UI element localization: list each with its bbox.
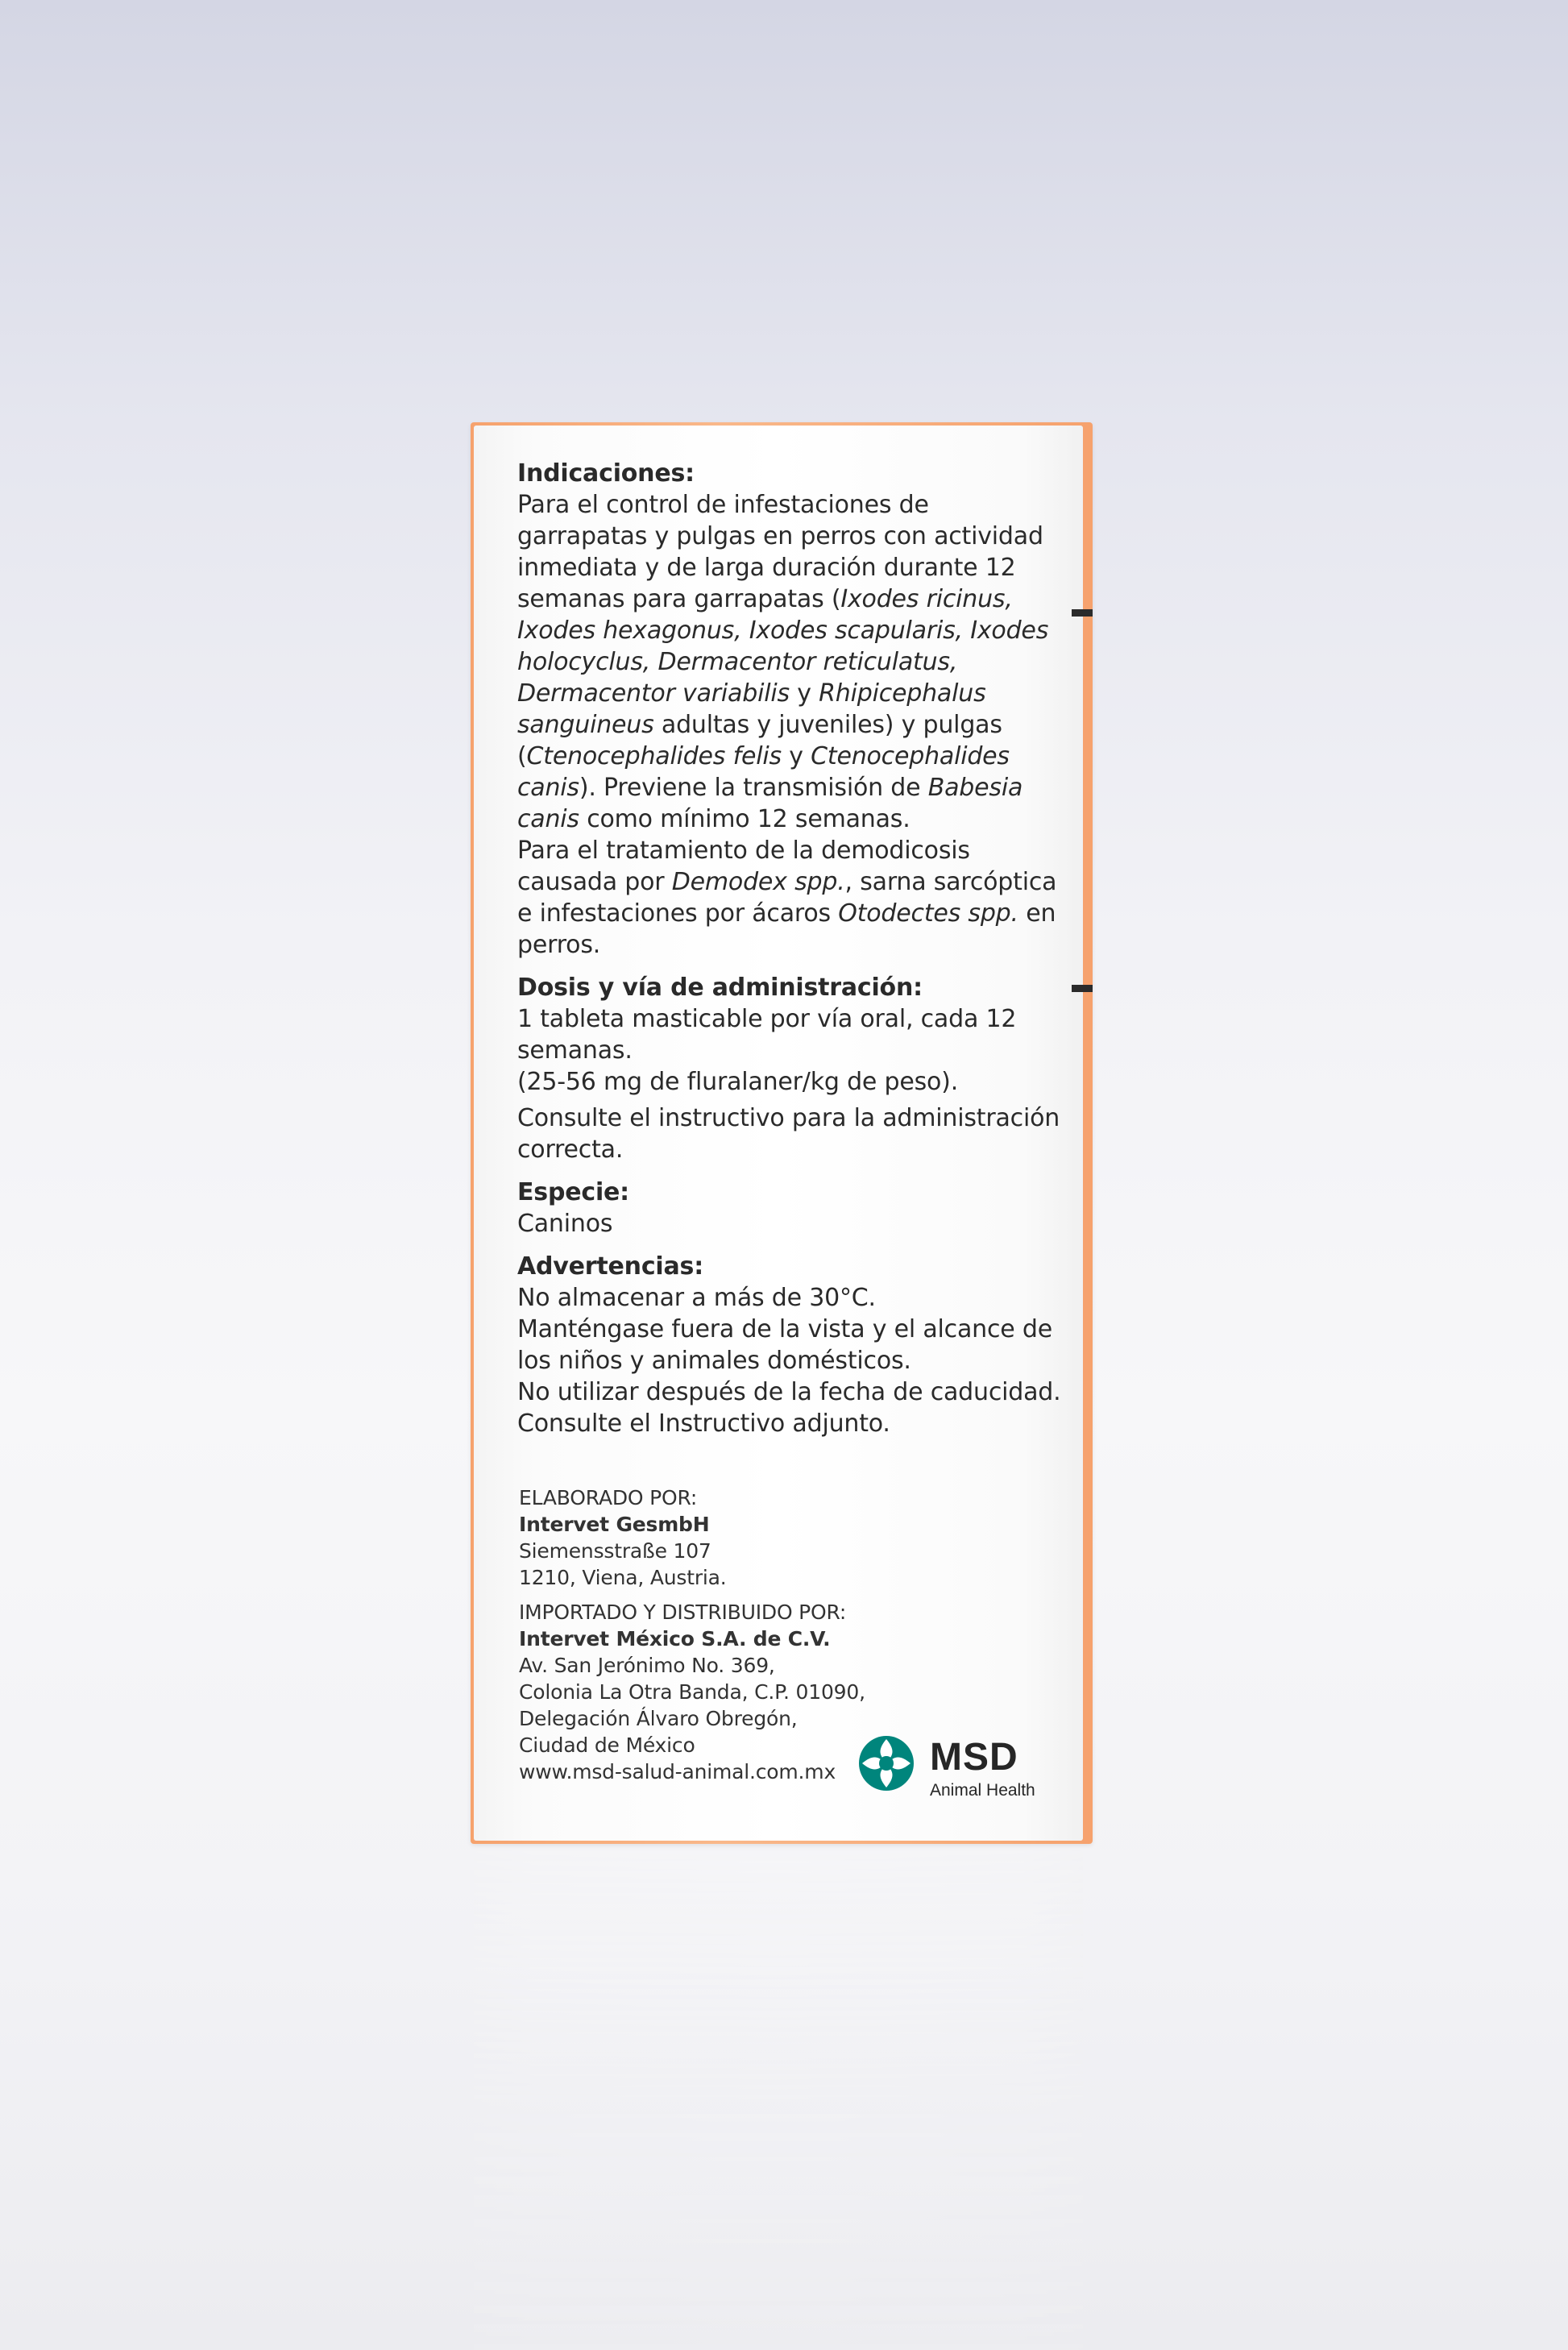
dosis-heading: Dosis y vía de administración:	[517, 974, 923, 1002]
dosis-line: Consulte el instructivo para la administración correcta.	[517, 1104, 1060, 1164]
advertencias-heading: Advertencias:	[517, 1252, 703, 1281]
dosis-section	[517, 972, 1065, 1165]
advertencias-section	[517, 1251, 1065, 1439]
indicaciones-text-2	[517, 835, 1065, 961]
text-run: y	[789, 679, 819, 708]
address-line: Ciudad de México	[519, 1733, 695, 1757]
text-run: Para el control de infestaciones de garrapatas y pulgas en perros con actividad inmediata y de larga duración durante 12 semanas para garrapatas (	[517, 491, 1043, 613]
text-run: adultas y juveniles) y pulgas (	[517, 711, 1002, 770]
dosis-line: (25-56 mg de fluralaner/kg de peso).	[517, 1068, 959, 1096]
reflection-panel	[474, 1850, 1083, 2350]
text-run: Para el tratamiento de la demodicosis causada por	[517, 837, 970, 896]
fold-mark	[1072, 609, 1093, 617]
advertencia-line: Manténgase fuera de la vista y el alcance de los niños y animales domésticos.	[517, 1315, 1052, 1375]
text-run: y	[781, 742, 811, 770]
logo-tagline: Animal Health	[930, 1781, 1035, 1800]
address-line: Colonia La Otra Banda, C.P. 01090,	[519, 1680, 865, 1704]
species-name: Babesia canis	[517, 774, 1023, 833]
label-text	[517, 458, 1065, 1451]
dosis-line: 1 tableta masticable por vía oral, cada 12 semanas.	[517, 1005, 1017, 1065]
importado-label: IMPORTADO Y DISTRIBUIDO POR:	[519, 1601, 847, 1624]
species-name: Rhipicephalus sanguineus	[517, 679, 986, 739]
address-line: Siemensstraße 107	[519, 1539, 711, 1563]
indicaciones-heading: Indicaciones:	[517, 459, 695, 488]
species-name: Otodectes spp.	[838, 899, 1018, 928]
address-line: Av. San Jerónimo No. 369,	[519, 1654, 775, 1677]
msd-cross-icon	[857, 1734, 915, 1792]
surface-reflection	[471, 1850, 1093, 2350]
elaborado-label: ELABORADO POR:	[519, 1486, 698, 1509]
manufacturer-info	[519, 1484, 890, 1793]
importado-company: Intervet México S.A. de C.V.	[519, 1627, 831, 1650]
msd-logo	[857, 1734, 1067, 1804]
elaborado-group	[519, 1484, 890, 1591]
species-name: Ctenocephalides felis	[526, 742, 782, 770]
species-name: Demodex spp.	[671, 868, 845, 896]
elaborado-company: Intervet GesmbH	[519, 1513, 710, 1536]
address-line: 1210, Viena, Austria.	[519, 1566, 727, 1589]
advertencia-line: No utilizar después de la fecha de caducidad.	[517, 1378, 1061, 1406]
especie-heading: Especie:	[517, 1178, 629, 1206]
especie-value: Caninos	[517, 1210, 613, 1238]
text-run: ). Previene la transmisión de	[579, 774, 928, 802]
product-box	[471, 422, 1093, 1844]
text-run: , sarna sarcóptica e infestaciones por ácaros	[517, 868, 1057, 928]
importado-group	[519, 1599, 890, 1785]
advertencia-line: No almacenar a más de 30°C.	[517, 1284, 876, 1312]
address-line: Delegación Álvaro Obregón,	[519, 1707, 798, 1730]
indicaciones-text	[517, 489, 1065, 835]
text-run: en perros.	[517, 899, 1056, 959]
indicaciones-section	[517, 458, 1065, 961]
especie-section	[517, 1177, 1065, 1239]
species-name: Ixodes ricinus, Ixodes hexagonus, Ixodes scapularis, Ixodes holocyclus, Dermacentor reticulatus, Dermacentor variabilis	[517, 585, 1049, 708]
advertencia-line: Consulte el Instructivo adjunto.	[517, 1410, 890, 1438]
logo-wordmark: MSD	[930, 1736, 1018, 1779]
website-text: www.msd-salud-animal.com.mx	[519, 1760, 836, 1783]
fold-mark	[1072, 985, 1093, 992]
text-run: como mínimo 12 semanas.	[579, 805, 911, 833]
species-name: Ctenocephalides canis	[517, 742, 1010, 802]
